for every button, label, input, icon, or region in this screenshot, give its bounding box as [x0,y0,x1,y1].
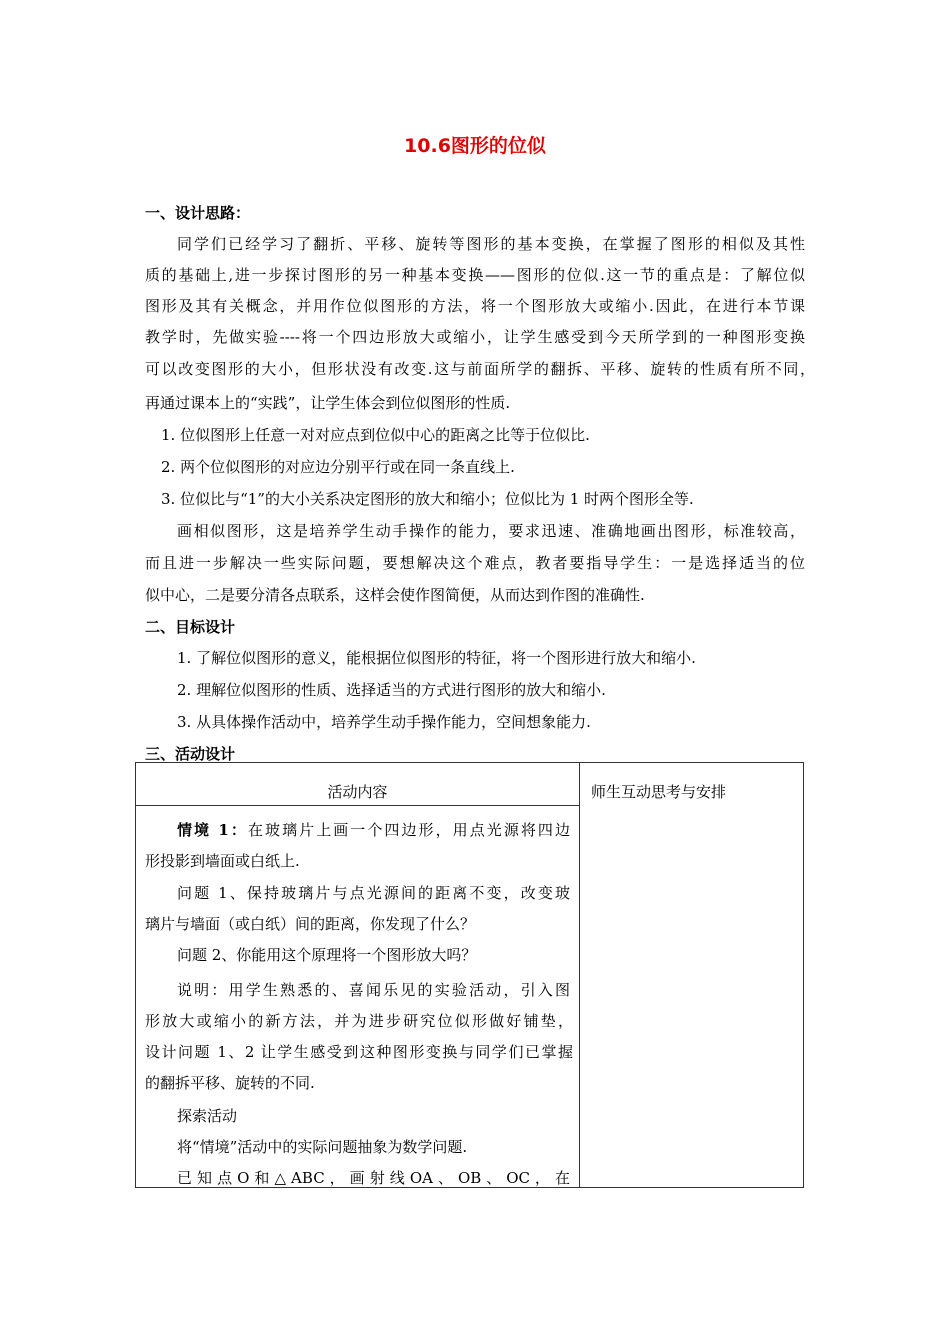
s1-para1-line: 可以改变图形的大小，但形状没有改变.这与前面所学的翻拆、平移、旋转的性质有所不同， [145,360,815,378]
table-cell-line: 说明：用学生熟悉的、喜闻乐见的实验活动，引入图 [177,981,570,999]
section2-heading: 二、目标设计 [145,618,236,636]
s2-list-item: 3. 从具体操作活动中，培养学生动手操作能力，空间想象能力. [177,713,591,731]
scenario-label: 情境 1 [177,821,229,839]
table-cell-line: 问题 1、保持玻璃片与点光源间的距离不变，改变玻 [177,884,570,902]
s1-para2-line: 而且进一步解决一些实际问题，要想解决这个难点，教者要指导学生：一是选择适当的位 [145,554,805,572]
scenario-colon: ： [228,821,248,839]
s1-para2-line: 似中心，二是要分清各点联系，这样会使作图简便，从而达到作图的准确性. [145,586,645,604]
s1-list-item: 2. 两个位似图形的对应边分别平行或在同一条直线上. [161,458,515,476]
s1-para1-line: 质的基础上,进一步探讨图形的另一种基本变换——图形的位似.这一节的重点是：了解位似 [145,266,805,284]
table-cell-line: 璃片与墙面（或白纸）间的距离，你发现了什么？ [145,915,476,933]
table-cell-line: 形投影到墙面或白纸上. [145,852,300,870]
table-header-interaction: 师生互动思考与安排 [591,783,727,801]
s1-para1-line: 图形及其有关概念，并用作位似图形的方法，将一个图形放大或缩小.因此，在进行本节课 [145,297,805,315]
table-header-content: 活动内容 [327,783,388,801]
table-cell-line: 问题 2、你能用这个原理将一个图形放大吗？ [177,946,477,964]
s1-para1-line: 再通过课本上的“实践”，让学生体会到位似图形的性质. [145,394,511,412]
section1-heading: 一、设计思路： [145,204,251,222]
table-cell-line: 形放大或缩小的新方法，并为进步研究位似形做好铺垫， [145,1012,573,1030]
s2-list-item: 1. 了解位似图形的意义，能根据位似图形的特征，将一个图形进行放大和缩小. [177,649,696,667]
s1-para1-line: 同学们已经学习了翻折、平移、旋转等图形的基本变换，在掌握了图形的相似及其性 [177,235,805,253]
scenario-text: 在玻璃片上画一个四边形，用点光源将四边 [247,821,570,839]
s1-para1-line: 教学时，先做实验----将一个四边形放大或缩小，让学生感受到今天所学到的一种图形变换 [145,328,805,346]
table-cell-line: 的翻拆平移、旋转的不同. [145,1074,315,1092]
table-cell-line: 将“情境”活动中的实际问题抽象为数学问题. [177,1138,468,1156]
s1-para2-line: 画相似图形，这是培养学生动手操作的能力，要求迅速、准确地画出图形，标准较高， [177,522,805,540]
section3-heading: 三、活动设计 [145,745,236,763]
table-cell-line: 设计问题 1、2 让学生感受到这种图形变换与同学们已掌握 [145,1043,573,1061]
s2-list-item: 2. 理解位似图形的性质、选择适当的方式进行图形的放大和缩小. [177,681,606,699]
table-column-divider [579,762,580,1188]
s1-list-item: 3. 位似比与“1”的大小关系决定图形的放大和缩小；位似比为 1 时两个图形全等. [161,490,694,508]
table-cell-line [177,820,570,840]
table-cell-line: 探索活动 [177,1107,238,1125]
table-cell-line: 已 知 点 O 和 △ ABC ， 画 射 线 OA 、 OB 、 OC ， 在 [177,1169,570,1187]
s1-list-item: 1. 位似图形上任意一对对应点到位似中心的距离之比等于位似比. [161,426,590,444]
table-header-divider [135,805,580,806]
page-title: 10.6图形的位似 [404,135,546,157]
